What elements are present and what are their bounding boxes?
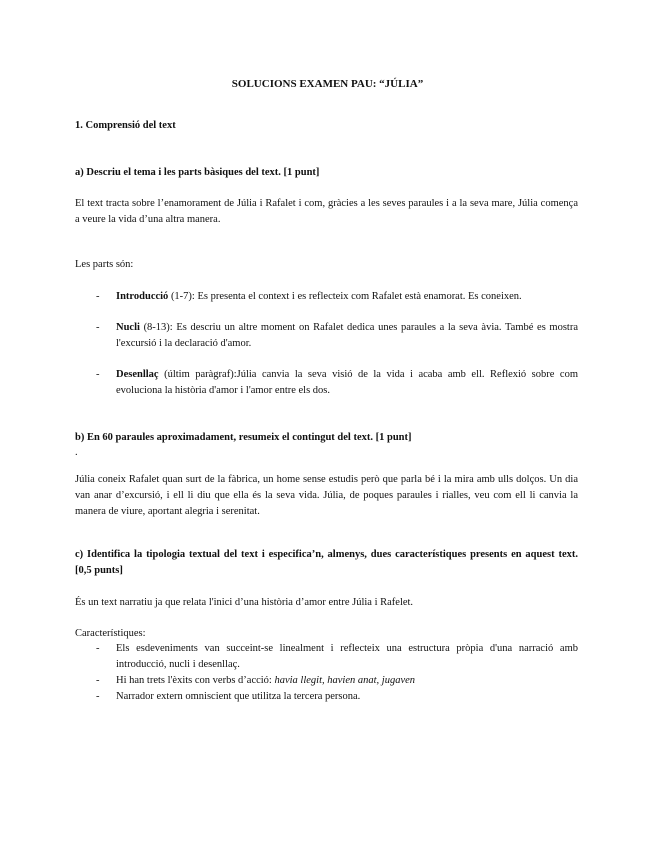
question-a-heading: a) Descriu el tema i les parts bàsiques del text. [1 punt] xyxy=(75,167,320,178)
question-c-heading: c) Identifica la tipologia textual del text i especifica’n, almenys, dues característiques presents en aquest text. [0,5 punts] xyxy=(75,549,578,576)
bullet-dash: - xyxy=(96,291,100,302)
part-description: (últim paràgraf):Júlia canvia la seva visió de la vida i acaba amb ell. Reflexió sobre com evoluciona la història d'amor i l'amor entre els dos. xyxy=(116,369,578,396)
feature-item: Els esdeveniments van succeint-se linealment i reflecteix una estructura pròpia d'una narració amb introducció, nucli i desenllaç. xyxy=(116,643,578,670)
feature-example-verbs: havia llegit, havien anat, jugaven xyxy=(274,675,416,686)
bullet-dash: - xyxy=(96,322,100,333)
feature-item: Narrador extern omniscient que utilitza la tercera persona. xyxy=(116,691,361,702)
part-label: Nucli xyxy=(116,322,140,333)
question-a-answer: El text tracta sobre l’enamorament de Júlia i Rafalet i com, gràcies a les seves paraules i a la seva mare, Júlia comença a veure la vida d’una altra manera. xyxy=(75,198,578,225)
question-c-answer: És un text narratiu ja que relata l'inici d’una història d’amor entre Júlia i Rafelet. xyxy=(75,597,414,608)
part-label: Introducció xyxy=(116,291,169,302)
bullet-dash: - xyxy=(96,369,100,380)
part-ending xyxy=(116,367,578,399)
part-label: Desenllaç xyxy=(116,369,159,380)
feature-text: Hi han trets l'èxits con verbs d’acció: xyxy=(116,675,272,686)
part-description: (1-7): Es presenta el context i es reflecteix com Rafalet està enamorat. Es coneixen. xyxy=(168,291,522,302)
document-title: SOLUCIONS EXAMEN PAU: “JÚLIA” xyxy=(231,78,424,90)
bullet-dash: - xyxy=(96,691,100,702)
stray-dot: . xyxy=(75,447,78,458)
bullet-dash: - xyxy=(96,643,100,654)
features-intro: Característiques: xyxy=(75,628,146,639)
feature-item xyxy=(116,673,578,689)
section-heading-comprehension: 1. Comprensió del text xyxy=(75,120,176,131)
parts-intro: Les parts són: xyxy=(75,259,134,270)
part-introduction xyxy=(116,289,578,305)
question-b-heading: b) En 60 paraules aproximadament, resumeix el contingut del text. [1 punt] xyxy=(75,432,412,443)
part-nucleus xyxy=(116,320,578,352)
part-description: (8-13): Es descriu un altre moment on Rafalet dedica unes paraules a la seva àvia. També es mostra l'excursió i la declaració d'amor. xyxy=(116,322,578,349)
question-b-answer: Júlia coneix Rafalet quan surt de la fàbrica, un home sense estudis però que parla bé i la mira amb ulls dolços. Un dia van anar d’excursió, i ell li diu que ella és la seva vida. Júlia, de poques paraules i rialles, veu com ell li canvia la manera de viure, aportant alegria i serenitat. xyxy=(75,474,578,517)
bullet-dash: - xyxy=(96,675,100,686)
